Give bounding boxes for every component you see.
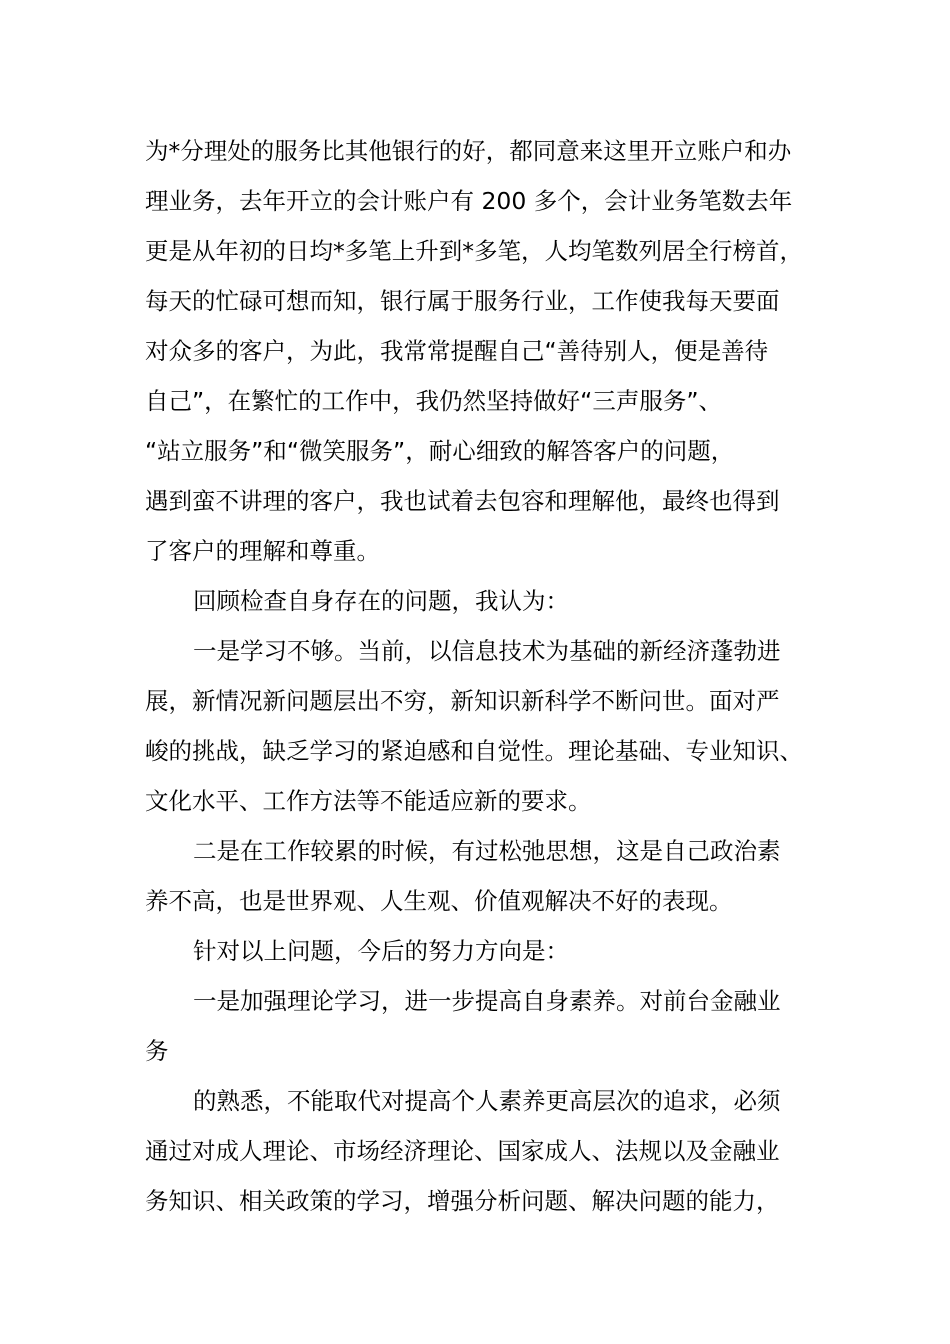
text-line: “站立服务”和“微笑服务”，耐心细致的解答客户的问题，	[145, 437, 735, 465]
text-line: 每天的忙碌可想而知，银行属于服务行业，工作使我每天要面	[145, 287, 780, 315]
text-line: 文化水平、工作方法等不能适应新的要求。	[145, 787, 592, 815]
text-line: 展，新情况新问题层出不穷，新知识新科学不断问世。面对严	[145, 687, 780, 715]
paragraph-start-line: 的熟悉，不能取代对提高个人素养更高层次的追求，必须	[193, 1087, 781, 1115]
text-line: 自己”，在繁忙的工作中，我仍然坚持做好“三声服务”、	[145, 387, 723, 415]
text-line: 养不高，也是世界观、人生观、价值观解决不好的表现。	[145, 887, 733, 915]
text-line: 通过对成人理论、市场经济理论、国家成人、法规以及金融业	[145, 1137, 780, 1165]
paragraph-start-line: 针对以上问题，今后的努力方向是：	[193, 937, 569, 965]
paragraph-start-line: 一是学习不够。当前，以信息技术为基础的新经济蓬勃进	[193, 637, 781, 665]
text-line: 为*分理处的服务比其他银行的好，都同意来这里开立账户和办	[145, 137, 792, 165]
body-text	[145, 126, 825, 1226]
paragraph-start-line: 二是在工作较累的时候，有过松弛思想，这是自己政治素	[193, 837, 781, 865]
text-line: 对众多的客户，为此，我常常提醒自己“善待别人，便是善待	[145, 337, 769, 365]
text-line: 遇到蛮不讲理的客户，我也试着去包容和理解他，最终也得到	[145, 487, 780, 515]
text-line: 更是从年初的日均*多笔上升到*多笔，人均笔数列居全行榜首，	[145, 237, 803, 265]
text-line: 理业务，去年开立的会计账户有 200 多个，会计业务笔数去年	[145, 187, 793, 215]
text-line: 务	[145, 1037, 169, 1065]
text-line: 峻的挑战，缺乏学习的紧迫感和自觉性。理论基础、专业知识、	[145, 737, 803, 765]
paragraph-start-line: 回顾检查自身存在的问题，我认为：	[193, 587, 569, 615]
text-line: 务知识、相关政策的学习，增强分析问题、解决问题的能力，	[145, 1187, 780, 1215]
paragraph-start-line: 一是加强理论学习，进一步提高自身素养。对前台金融业	[193, 987, 781, 1015]
text-line: 了客户的理解和尊重。	[145, 537, 380, 565]
